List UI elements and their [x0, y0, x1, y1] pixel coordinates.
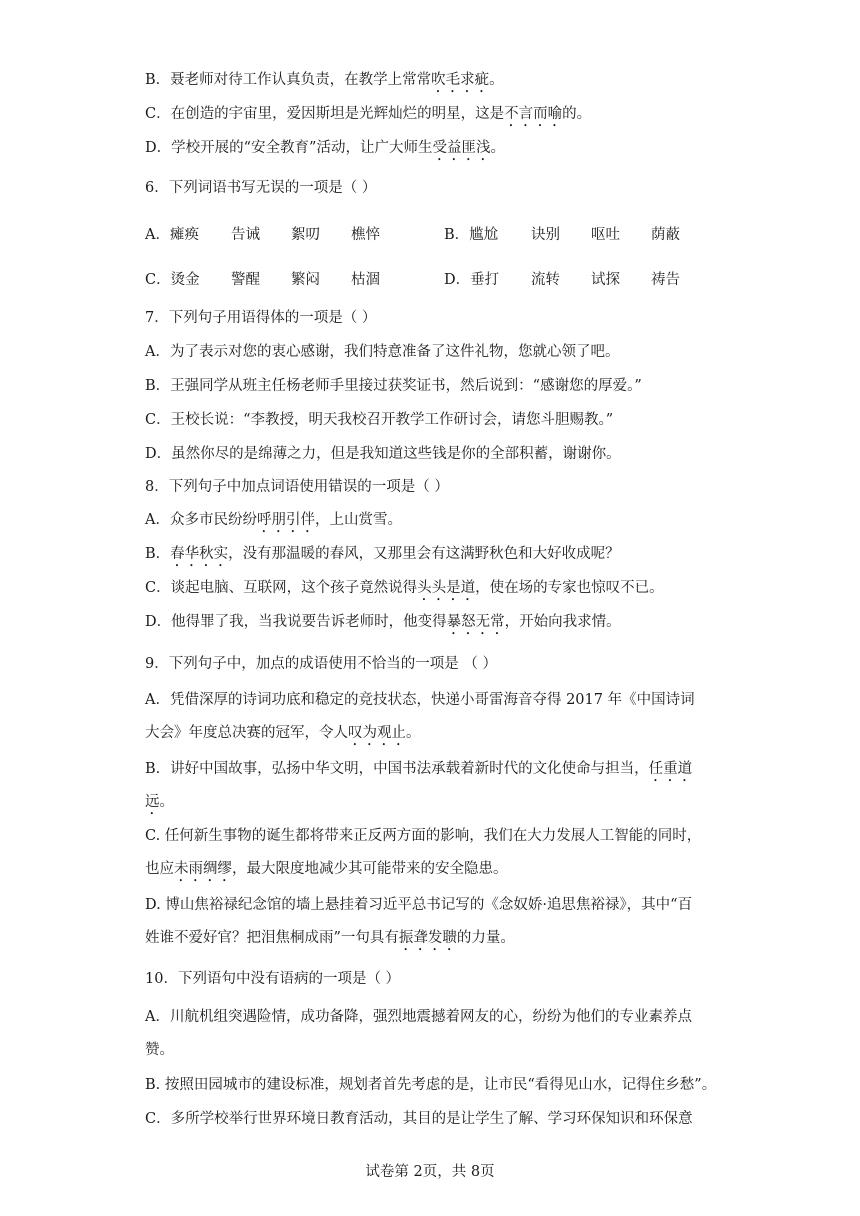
q6-word: A．瘫痪	[145, 227, 199, 243]
q5-option-c: C．在创造的宇宙里，爱因斯坦是光辉灿烂的明星，这是不言而喻的。	[145, 106, 592, 122]
q9-option-b-line-2: 远。	[145, 794, 174, 810]
emphasis-words: 振聋发聩	[398, 930, 457, 946]
q6-word: 试探	[591, 272, 620, 288]
q10-option-c: C．多所学校举行世界环境日教育活动，其目的是让学生了解、学习环保知识和环保意	[145, 1111, 693, 1127]
q6-word: C．烫金	[145, 272, 200, 288]
emphasis-words: 暴怒无常	[446, 614, 505, 630]
q10-option-a-line-2: 赞。	[145, 1042, 174, 1058]
q6-word: 告诫	[231, 227, 260, 243]
q7-option-c: C．王校长说：“李教授，明天我校召开教学工作研讨会，请您斗胆赐教。”	[145, 412, 614, 428]
q8-option-b: B．春华秋实，没有那温暖的春风，又那里会有这满野秋色和大好收成呢？	[145, 546, 620, 562]
q6-word: 樵悴	[351, 227, 380, 243]
q8-stem: 8．下列句子中加点词语使用错误的一项是（ ）	[145, 479, 449, 495]
emphasis-words: 头头是道	[417, 580, 476, 596]
q6-word: 诀别	[531, 227, 560, 243]
q7-option-d: D．虽然你尽的是绵薄之力，但是我知道这些钱是你的全部积蓄，谢谢你。	[145, 446, 621, 462]
q9-stem: 9．下列句子中，加点的成语使用不恰当的一项是 （ ）	[145, 656, 497, 672]
q6-word: 絮叨	[291, 227, 320, 243]
q7-option-b: B．王强同学从班主任杨老师手里接过获奖证书，然后说到：“感谢您的厚爱。”	[145, 378, 642, 394]
q6-word: 荫蔽	[651, 227, 680, 243]
emphasis-words: 未雨绸缪	[174, 861, 232, 877]
emphasis-words: 不言而喻	[504, 106, 563, 122]
q10-stem: 10．下列语句中没有语病的一项是（ ）	[145, 971, 401, 987]
emphasis-words: 呼朋引伴	[256, 512, 315, 528]
q8-option-c: C．谈起电脑、互联网，这个孩子竟然说得头头是道，使在场的专家也惊叹不已。	[145, 580, 664, 596]
q7-stem: 7．下列句子用语得体的一项是（ ）	[145, 310, 377, 326]
q6-stem: 6．下列词语书写无误的一项是（ ）	[145, 180, 377, 196]
q6-word: 流转	[531, 272, 560, 288]
q9-option-d-line-1: D. 博山焦裕禄纪念馆的墙上悬挂着习近平总书记写的《念奴娇·追思焦裕禄》，其中“百	[145, 897, 693, 913]
q5-option-d: D．学校开展的“安全教育”活动，让广大师生受益匪浅。	[145, 140, 505, 156]
q6-word: B．尴尬	[444, 227, 499, 243]
emphasis-words: 远	[145, 794, 160, 810]
q8-option-a: A．众多市民纷纷呼朋引伴，上山赏雪。	[145, 512, 402, 528]
q8-option-d: D．他得罪了我，当我说要告诉老师时，他变得暴怒无常，开始向我求情。	[145, 614, 621, 630]
q9-option-b-line-1: B．讲好中国故事，弘扬中华文明，中国书法承载着新时代的文化使命与担当，任重道	[145, 761, 693, 777]
q9-option-c-line-2: 也应未雨绸缪，最大限度地减少其可能带来的安全隐患。	[145, 861, 508, 877]
q6-word: 警醒	[231, 272, 260, 288]
emphasis-words: 春华秋实	[170, 546, 229, 562]
q9-option-d-line-2: 姓谁不爱好官？把泪焦桐成雨”一句具有振聋发聩的力量。	[145, 930, 515, 946]
q10-option-b: B. 按照田园城市的建设标准，规划者首先考虑的是，让市民“看得见山水，记得住乡愁”。	[145, 1077, 717, 1093]
page-footer: 试卷第 2页，共 8页	[365, 1164, 495, 1180]
q5-option-b: B．聂老师对待工作认真负责，在教学上常常吹毛求疵。	[145, 72, 504, 88]
q6-word: D．垂打	[444, 272, 500, 288]
q9-option-a-line-2: 大会》年度总决赛的冠军，令人叹为观止。	[145, 725, 421, 741]
emphasis-words: 叹为观止	[348, 725, 406, 741]
emphasis-words: 任重道	[648, 761, 693, 777]
q6-word: 祷告	[651, 272, 680, 288]
q9-option-a-line-1: A．凭借深厚的诗词功底和稳定的竞技状态，快递小哥雷海音夺得 2017 年《中国诗词	[145, 692, 695, 708]
q10-option-a-line-1: A．川航机组突遇险情，成功备降，强烈地震撼着网友的心，纷纷为他们的专业素养点	[145, 1009, 692, 1025]
q6-word: 呕吐	[591, 227, 620, 243]
q6-word: 枯涸	[351, 272, 380, 288]
emphasis-words: 吹毛求疵	[431, 72, 490, 88]
q6-word: 繁闷	[291, 272, 320, 288]
emphasis-words: 受益匪浅	[432, 140, 491, 156]
q9-option-c-line-1: C. 任何新生事物的诞生都将带来正反两方面的影响，我们在大力发展人工智能的同时，	[145, 828, 702, 844]
q7-option-a: A．为了表示对您的衷心感谢，我们特意准备了这件礼物，您就心领了吧。	[145, 344, 620, 360]
